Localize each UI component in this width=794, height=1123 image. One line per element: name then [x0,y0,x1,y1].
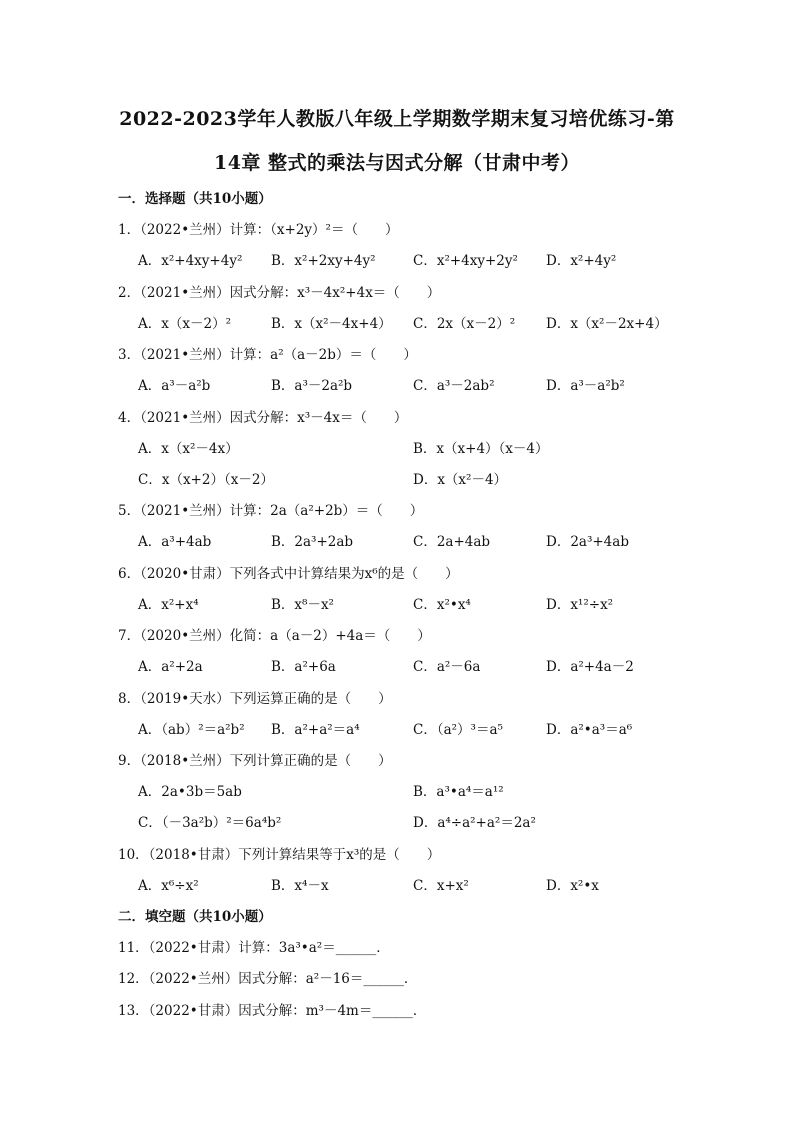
question-8-option-b: B．a²+a²＝a⁴ [271,722,360,738]
question-9-option-b: B．a³•a⁴＝a¹² [413,784,504,800]
question-5-option-b: B．2a³+2ab [271,534,354,550]
question-3: 3．（2021•兰州）计算：a²（a－2b）＝（ ） [118,347,417,363]
question-10-option-d: D．x²•x [546,878,599,894]
question-1-option-b: B．x²+2xy+4y² [271,253,376,269]
question-2-option-c: C．2x（x－2）² [413,316,516,332]
question-6-option-d: D．x¹²÷x² [546,597,614,613]
question-11: 11．（2022•甘肃）计算：3a³•a²＝______． [118,940,390,956]
question-1-option-a: A．x²+4xy+4y² [138,253,243,269]
question-7-option-d: D．a²+4a－2 [546,659,634,675]
question-13: 13．（2022•甘肃）因式分解：m³－4m＝______． [118,1003,427,1019]
question-4-option-b: B．x（x+4）（x－4） [413,441,549,457]
question-3-option-a: A．a³－a²b [138,378,211,394]
question-2-option-d: D．x（x²－2x+4） [546,316,668,332]
question-5-option-a: A．a³+4ab [138,534,212,550]
question-5-option-c: C．2a+4ab [413,534,491,550]
question-9-option-c: C．（－3a²b）²＝6a⁴b² [138,815,282,831]
question-9-option-d: D．a⁴÷a²+a²＝2a² [413,815,536,831]
question-2: 2．（2021•兰州）因式分解：x³－4x²+4x＝（ ） [118,285,441,301]
question-9-option-a: A．2a•3b＝5ab [138,784,242,800]
question-7-option-a: A．a²+2a [138,659,203,675]
question-12: 12．（2022•兰州）因式分解：a²－16＝______． [118,971,418,987]
question-1-option-c: C．x²+4xy+2y² [413,253,518,269]
question-5: 5．（2021•兰州）计算：2a（a²+2b）＝（ ） [118,503,424,519]
question-10: 10．（2018•甘肃）下列计算结果等于x³的是（ ） [118,847,441,863]
question-8: 8．（2019•天水）下列运算正确的是（ ） [118,691,392,707]
question-6: 6．（2020•甘肃）下列各式中计算结果为x⁶的是（ ） [118,566,459,582]
document-title-line-1: 2022-2023学年人教版八年级上学期数学期末复习培优练习-第 [119,108,675,130]
question-7-option-b: B．a²+6a [271,659,336,675]
question-4-option-c: C．x（x+2）（x－2） [138,472,274,488]
question-6-option-a: A．x²+x⁴ [138,597,199,613]
question-8-option-a: A．（ab）²＝a²b² [138,722,245,738]
question-9: 9．（2018•兰州）下列计算正确的是（ ） [118,753,392,769]
question-6-option-c: C．x²•x⁴ [413,597,471,613]
question-5-option-d: D．2a³+4ab [546,534,629,550]
section-heading-choice: 一．选择题（共10小题） [118,191,272,207]
question-7: 7．（2020•兰州）化简：a（a－2）+4a＝（ ） [118,628,431,644]
question-10-option-b: B．x⁴－x [271,878,329,894]
section-heading-fill: 二．填空题（共10小题） [118,909,272,925]
question-6-option-b: B．x⁸－x² [271,597,334,613]
question-7-option-c: C．a²－6a [413,659,481,675]
question-10-option-a: A．x⁶÷x² [138,878,199,894]
question-8-option-c: C．（a²）³＝a⁵ [413,722,503,738]
question-10-option-c: C．x+x² [413,878,469,894]
question-2-option-b: B．x（x²－4x+4） [271,316,392,332]
question-8-option-d: D．a²•a³＝a⁶ [546,722,633,738]
question-2-option-a: A．x（x－2）² [138,316,231,332]
question-3-option-b: B．a³－2a²b [271,378,353,394]
document-title-line-2: 14章 整式的乘法与因式分解（甘肃中考） [213,152,581,174]
question-4-option-a: A．x（x²－4x） [138,441,239,457]
question-1-option-d: D．x²+4y² [546,253,617,269]
question-4: 4．（2021•兰州）因式分解：x³－4x＝（ ） [118,410,408,426]
question-3-option-d: D．a³－a²b² [546,378,625,394]
question-3-option-c: C．a³－2ab² [413,378,495,394]
question-1: 1．（2022•兰州）计算：（x+2y）²＝（ ） [118,222,399,238]
question-4-option-d: D．x（x²－4） [413,472,508,488]
